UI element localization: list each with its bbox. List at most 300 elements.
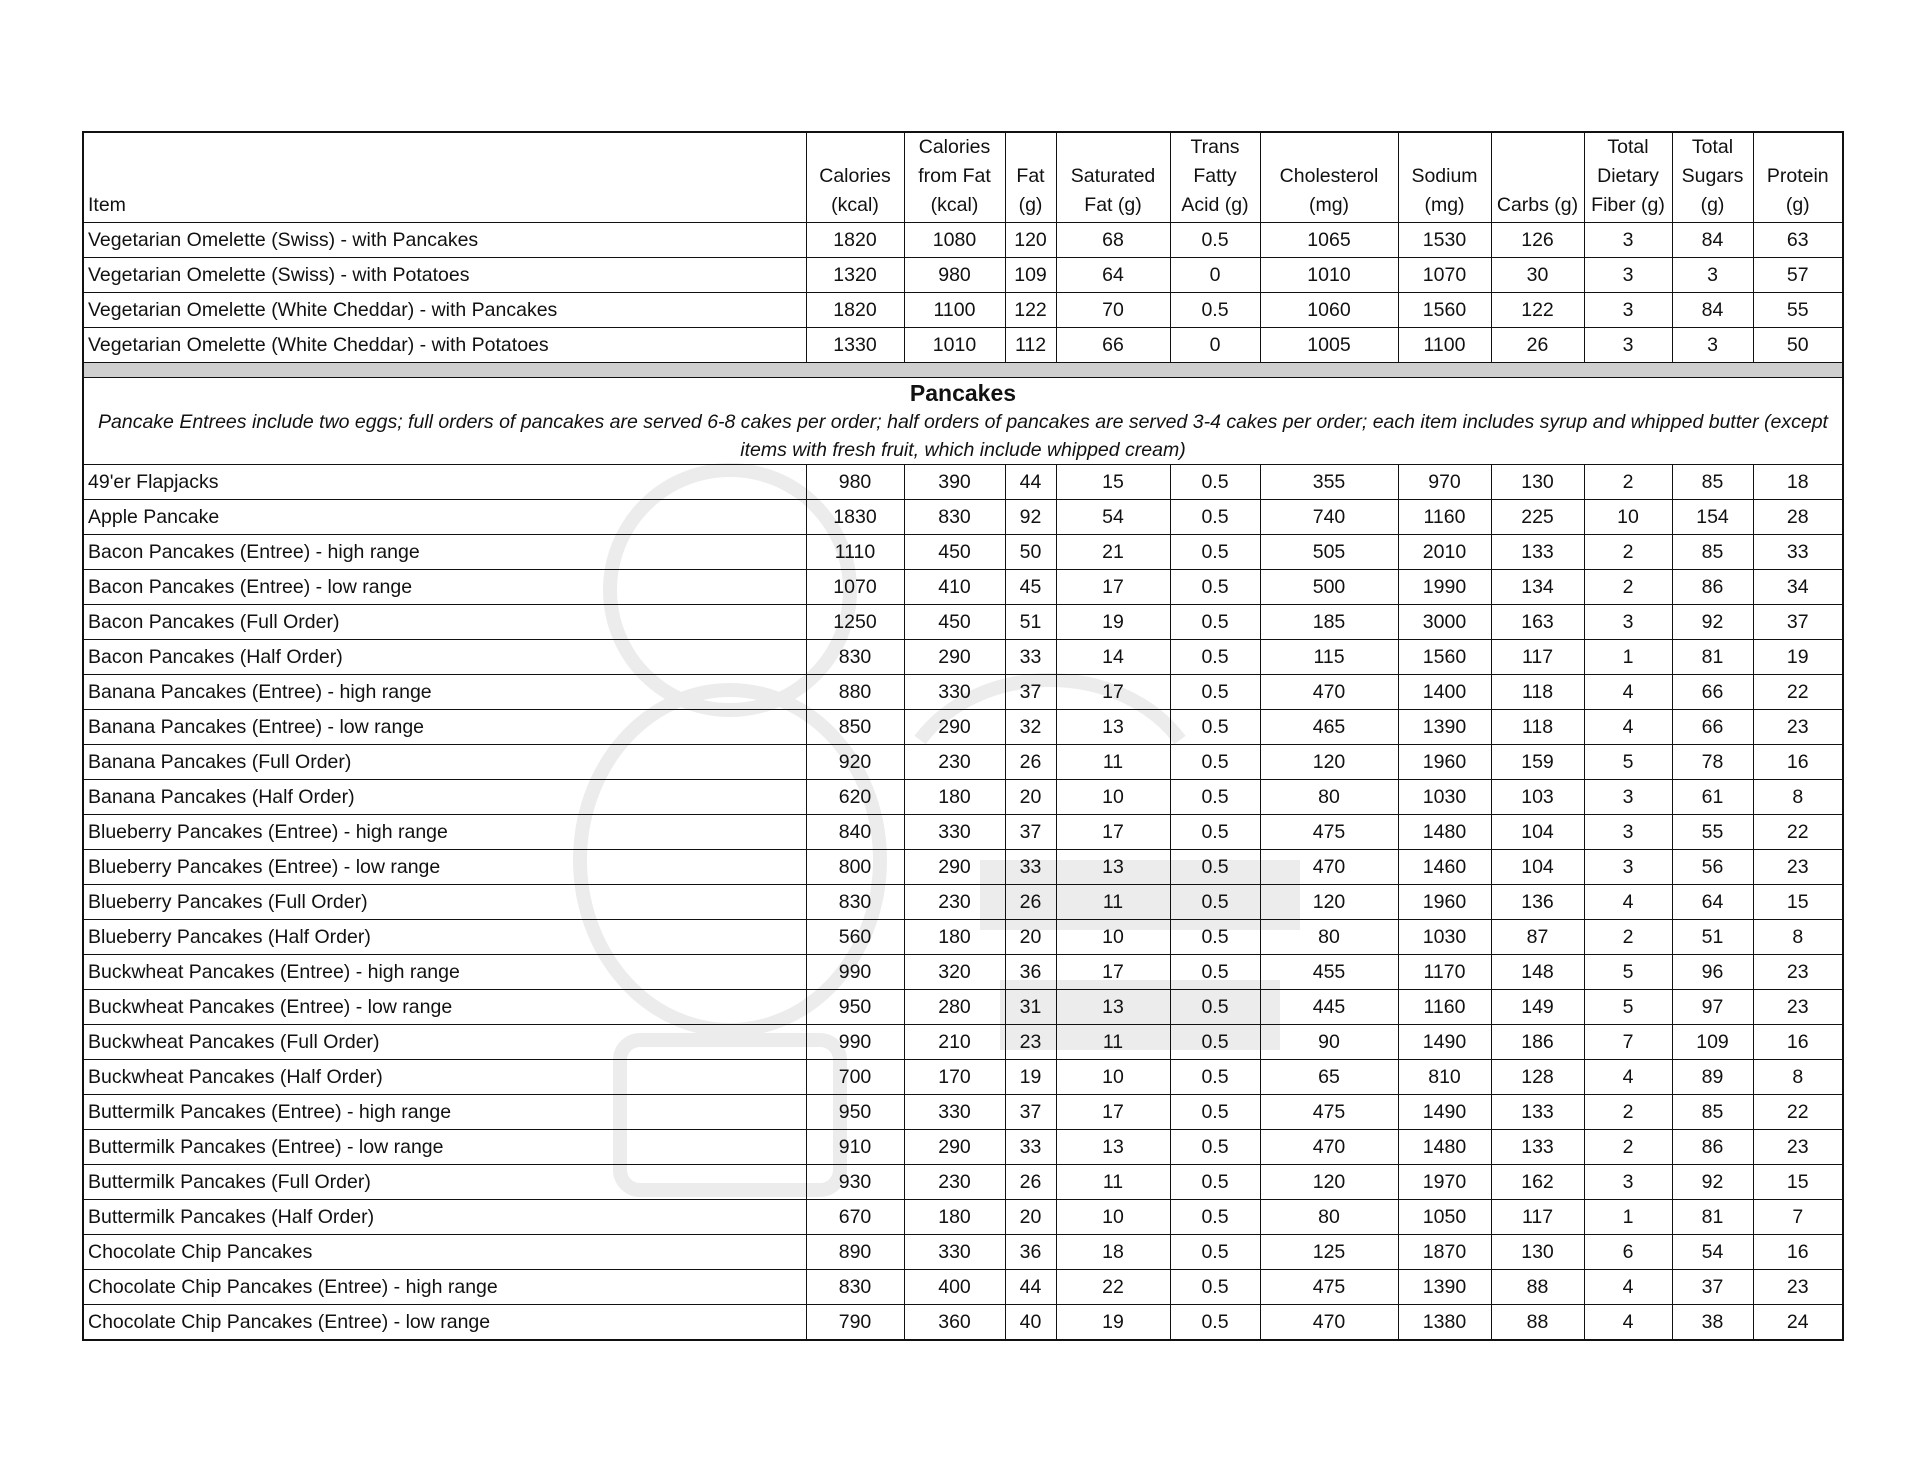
value-cell: 0 — [1170, 328, 1260, 363]
column-header-line: Carbs (g) — [1496, 194, 1579, 216]
value-cell: 700 — [806, 1060, 904, 1095]
item-name-cell: Bacon Pancakes (Full Order) — [83, 605, 806, 640]
table-row — [83, 1235, 1843, 1270]
value-cell: 790 — [806, 1305, 904, 1341]
column-header-line: Sugars — [1681, 165, 1744, 187]
value-cell: 4 — [1584, 1060, 1672, 1095]
value-cell: 1830 — [806, 500, 904, 535]
value-cell: 1990 — [1398, 570, 1491, 605]
value-cell: 120 — [1260, 885, 1398, 920]
table-row — [83, 1025, 1843, 1060]
value-cell: 162 — [1491, 1165, 1584, 1200]
value-cell: 37 — [1672, 1270, 1753, 1305]
pancakes-section-header — [83, 378, 1843, 465]
value-cell: 20 — [1005, 780, 1056, 815]
value-cell: 970 — [1398, 465, 1491, 500]
value-cell: 133 — [1491, 1095, 1584, 1130]
value-cell: 180 — [904, 920, 1005, 955]
value-cell: 66 — [1056, 328, 1170, 363]
value-cell: 14 — [1056, 640, 1170, 675]
column-header-line: (g) — [1018, 194, 1043, 216]
value-cell: 1065 — [1260, 223, 1398, 258]
table-row — [83, 293, 1843, 328]
value-cell: 1110 — [806, 535, 904, 570]
value-cell: 2 — [1584, 920, 1672, 955]
value-cell: 33 — [1005, 1130, 1056, 1165]
column-header-line: Trans — [1190, 136, 1240, 158]
section-title: Pancakes — [909, 380, 1017, 406]
value-cell: 56 — [1672, 850, 1753, 885]
value-cell: 33 — [1005, 850, 1056, 885]
value-cell: 830 — [904, 500, 1005, 535]
value-cell: 1490 — [1398, 1025, 1491, 1060]
value-cell: 890 — [806, 1235, 904, 1270]
column-header-line: Fiber (g) — [1591, 194, 1665, 216]
value-cell: 186 — [1491, 1025, 1584, 1060]
value-cell: 64 — [1672, 885, 1753, 920]
value-cell: 3 — [1584, 850, 1672, 885]
item-name-cell: Buckwheat Pancakes (Half Order) — [83, 1060, 806, 1095]
value-cell: 10 — [1056, 920, 1170, 955]
value-cell: 2 — [1584, 465, 1672, 500]
value-cell: 0.5 — [1170, 640, 1260, 675]
value-cell: 990 — [806, 955, 904, 990]
column-header-line: (g) — [1700, 194, 1725, 216]
item-name-cell: Banana Pancakes (Entree) - high range — [83, 675, 806, 710]
table-row — [83, 1270, 1843, 1305]
value-cell: 16 — [1753, 1235, 1843, 1270]
value-cell: 1530 — [1398, 223, 1491, 258]
value-cell: 23 — [1005, 1025, 1056, 1060]
value-cell: 85 — [1672, 465, 1753, 500]
value-cell: 330 — [904, 1235, 1005, 1270]
value-cell: 2010 — [1398, 535, 1491, 570]
value-cell: 830 — [806, 640, 904, 675]
value-cell: 0.5 — [1170, 990, 1260, 1025]
value-cell: 33 — [1005, 640, 1056, 675]
column-header — [1056, 132, 1170, 223]
value-cell: 92 — [1005, 500, 1056, 535]
value-cell: 1030 — [1398, 920, 1491, 955]
value-cell: 1960 — [1398, 745, 1491, 780]
value-cell: 64 — [1056, 258, 1170, 293]
column-header-line: (kcal) — [930, 194, 979, 216]
value-cell: 4 — [1584, 1270, 1672, 1305]
table-row — [83, 640, 1843, 675]
value-cell: 89 — [1672, 1060, 1753, 1095]
value-cell: 1820 — [806, 293, 904, 328]
value-cell: 50 — [1753, 328, 1843, 363]
value-cell: 8 — [1753, 780, 1843, 815]
value-cell: 1490 — [1398, 1095, 1491, 1130]
value-cell: 80 — [1260, 920, 1398, 955]
value-cell: 1100 — [904, 293, 1005, 328]
value-cell: 1250 — [806, 605, 904, 640]
value-cell: 86 — [1672, 570, 1753, 605]
value-cell: 122 — [1491, 293, 1584, 328]
column-header-line: Item — [88, 194, 126, 216]
value-cell: 37 — [1005, 675, 1056, 710]
value-cell: 0.5 — [1170, 780, 1260, 815]
value-cell: 3 — [1584, 780, 1672, 815]
table-row — [83, 675, 1843, 710]
value-cell: 78 — [1672, 745, 1753, 780]
value-cell: 130 — [1491, 1235, 1584, 1270]
value-cell: 36 — [1005, 1235, 1056, 1270]
column-header-line: Calories — [819, 165, 891, 187]
column-header-line: Saturated — [1070, 165, 1156, 187]
table-row — [83, 1165, 1843, 1200]
value-cell: 117 — [1491, 640, 1584, 675]
value-cell: 10 — [1056, 780, 1170, 815]
value-cell: 1560 — [1398, 293, 1491, 328]
value-cell: 0.5 — [1170, 570, 1260, 605]
column-header-line: Acid (g) — [1181, 194, 1249, 216]
value-cell: 68 — [1056, 223, 1170, 258]
value-cell: 4 — [1584, 710, 1672, 745]
value-cell: 40 — [1005, 1305, 1056, 1341]
value-cell: 5 — [1584, 745, 1672, 780]
column-header-line: (mg) — [1308, 194, 1350, 216]
value-cell: 0 — [1170, 258, 1260, 293]
column-header-line: Cholesterol — [1279, 165, 1379, 187]
value-cell: 7 — [1584, 1025, 1672, 1060]
value-cell: 0.5 — [1170, 1060, 1260, 1095]
table-row — [83, 1200, 1843, 1235]
value-cell: 740 — [1260, 500, 1398, 535]
value-cell: 470 — [1260, 850, 1398, 885]
column-header-line: (kcal) — [831, 194, 879, 216]
value-cell: 1050 — [1398, 1200, 1491, 1235]
value-cell: 810 — [1398, 1060, 1491, 1095]
value-cell: 950 — [806, 1095, 904, 1130]
value-cell: 800 — [806, 850, 904, 885]
value-cell: 84 — [1672, 293, 1753, 328]
value-cell: 0.5 — [1170, 605, 1260, 640]
value-cell: 63 — [1753, 223, 1843, 258]
value-cell: 330 — [904, 675, 1005, 710]
value-cell: 23 — [1753, 1130, 1843, 1165]
column-header-line: Fat (g) — [1084, 194, 1142, 216]
value-cell: 1 — [1584, 640, 1672, 675]
value-cell: 3 — [1584, 815, 1672, 850]
value-cell: 87 — [1491, 920, 1584, 955]
value-cell: 1400 — [1398, 675, 1491, 710]
value-cell: 17 — [1056, 675, 1170, 710]
value-cell: 15 — [1056, 465, 1170, 500]
value-cell: 470 — [1260, 1130, 1398, 1165]
value-cell: 0.5 — [1170, 1305, 1260, 1341]
value-cell: 120 — [1260, 1165, 1398, 1200]
value-cell: 8 — [1753, 920, 1843, 955]
value-cell: 1 — [1584, 1200, 1672, 1235]
value-cell: 16 — [1753, 745, 1843, 780]
value-cell: 128 — [1491, 1060, 1584, 1095]
value-cell: 185 — [1260, 605, 1398, 640]
column-header — [1398, 132, 1491, 223]
value-cell: 930 — [806, 1165, 904, 1200]
table-row — [83, 955, 1843, 990]
value-cell: 400 — [904, 1270, 1005, 1305]
value-cell: 17 — [1056, 955, 1170, 990]
value-cell: 0.5 — [1170, 850, 1260, 885]
value-cell: 19 — [1056, 605, 1170, 640]
value-cell: 134 — [1491, 570, 1584, 605]
value-cell: 136 — [1491, 885, 1584, 920]
value-cell: 13 — [1056, 1130, 1170, 1165]
value-cell: 36 — [1005, 955, 1056, 990]
section-separator — [83, 363, 1843, 378]
pancake-rows — [83, 465, 1843, 1341]
value-cell: 37 — [1005, 1095, 1056, 1130]
value-cell: 55 — [1753, 293, 1843, 328]
item-name-cell: Bacon Pancakes (Entree) - high range — [83, 535, 806, 570]
value-cell: 0.5 — [1170, 815, 1260, 850]
value-cell: 115 — [1260, 640, 1398, 675]
value-cell: 17 — [1056, 815, 1170, 850]
column-header — [1753, 132, 1843, 223]
value-cell: 65 — [1260, 1060, 1398, 1095]
value-cell: 50 — [1005, 535, 1056, 570]
value-cell: 230 — [904, 885, 1005, 920]
table-row — [83, 1060, 1843, 1095]
value-cell: 163 — [1491, 605, 1584, 640]
value-cell: 104 — [1491, 815, 1584, 850]
value-cell: 1560 — [1398, 640, 1491, 675]
value-cell: 475 — [1260, 1095, 1398, 1130]
value-cell: 980 — [904, 258, 1005, 293]
column-header — [806, 132, 904, 223]
table-row — [83, 1130, 1843, 1165]
value-cell: 19 — [1056, 1305, 1170, 1341]
value-cell: 4 — [1584, 1305, 1672, 1341]
value-cell: 840 — [806, 815, 904, 850]
value-cell: 1170 — [1398, 955, 1491, 990]
item-name-cell: Chocolate Chip Pancakes — [83, 1235, 806, 1270]
value-cell: 112 — [1005, 328, 1056, 363]
column-header-item — [83, 132, 806, 223]
value-cell: 1820 — [806, 223, 904, 258]
item-name-cell: Blueberry Pancakes (Entree) - low range — [83, 850, 806, 885]
value-cell: 670 — [806, 1200, 904, 1235]
column-header-line: (g) — [1785, 194, 1810, 216]
column-header-line: Sodium — [1411, 165, 1478, 187]
table-row — [83, 710, 1843, 745]
value-cell: 0.5 — [1170, 745, 1260, 780]
table-row — [83, 328, 1843, 363]
value-cell: 6 — [1584, 1235, 1672, 1270]
value-cell: 37 — [1753, 605, 1843, 640]
value-cell: 126 — [1491, 223, 1584, 258]
value-cell: 86 — [1672, 1130, 1753, 1165]
value-cell: 950 — [806, 990, 904, 1025]
value-cell: 22 — [1753, 815, 1843, 850]
column-header-line: Total — [1691, 136, 1734, 158]
value-cell: 11 — [1056, 1025, 1170, 1060]
item-name-cell: Apple Pancake — [83, 500, 806, 535]
value-cell: 1060 — [1260, 293, 1398, 328]
value-cell: 830 — [806, 885, 904, 920]
table-row — [83, 990, 1843, 1025]
value-cell: 230 — [904, 1165, 1005, 1200]
value-cell: 16 — [1753, 1025, 1843, 1060]
item-name-cell: Chocolate Chip Pancakes (Entree) - high range — [83, 1270, 806, 1305]
value-cell: 120 — [1260, 745, 1398, 780]
value-cell: 88 — [1491, 1305, 1584, 1341]
value-cell: 23 — [1753, 850, 1843, 885]
header-row — [83, 132, 1843, 223]
item-name-cell: Buttermilk Pancakes (Full Order) — [83, 1165, 806, 1200]
value-cell: 445 — [1260, 990, 1398, 1025]
value-cell: 3000 — [1398, 605, 1491, 640]
table-row — [83, 1095, 1843, 1130]
column-header-line: Fatty — [1193, 165, 1237, 187]
table-row — [83, 535, 1843, 570]
value-cell: 355 — [1260, 465, 1398, 500]
value-cell: 1100 — [1398, 328, 1491, 363]
value-cell: 1070 — [1398, 258, 1491, 293]
value-cell: 22 — [1056, 1270, 1170, 1305]
value-cell: 290 — [904, 850, 1005, 885]
value-cell: 26 — [1491, 328, 1584, 363]
value-cell: 1390 — [1398, 710, 1491, 745]
item-name-cell: Bacon Pancakes (Half Order) — [83, 640, 806, 675]
column-header — [1584, 132, 1672, 223]
value-cell: 1005 — [1260, 328, 1398, 363]
value-cell: 30 — [1491, 258, 1584, 293]
value-cell: 81 — [1672, 640, 1753, 675]
value-cell: 850 — [806, 710, 904, 745]
item-name-cell: Blueberry Pancakes (Entree) - high range — [83, 815, 806, 850]
value-cell: 290 — [904, 640, 1005, 675]
table-row — [83, 850, 1843, 885]
column-header-line: Protein — [1766, 165, 1829, 187]
value-cell: 1330 — [806, 328, 904, 363]
value-cell: 26 — [1005, 745, 1056, 780]
value-cell: 2 — [1584, 1130, 1672, 1165]
value-cell: 1160 — [1398, 990, 1491, 1025]
value-cell: 320 — [904, 955, 1005, 990]
value-cell: 1970 — [1398, 1165, 1491, 1200]
value-cell: 23 — [1753, 1270, 1843, 1305]
value-cell: 0.5 — [1170, 1165, 1260, 1200]
value-cell: 475 — [1260, 815, 1398, 850]
value-cell: 330 — [904, 815, 1005, 850]
value-cell: 109 — [1672, 1025, 1753, 1060]
item-name-cell: Banana Pancakes (Half Order) — [83, 780, 806, 815]
value-cell: 1480 — [1398, 815, 1491, 850]
value-cell: 11 — [1056, 745, 1170, 780]
value-cell: 5 — [1584, 955, 1672, 990]
value-cell: 11 — [1056, 885, 1170, 920]
value-cell: 290 — [904, 1130, 1005, 1165]
table-row — [83, 815, 1843, 850]
value-cell: 149 — [1491, 990, 1584, 1025]
value-cell: 57 — [1753, 258, 1843, 293]
column-header-line: from Fat — [918, 165, 991, 187]
value-cell: 15 — [1753, 1165, 1843, 1200]
table-row — [83, 465, 1843, 500]
value-cell: 17 — [1056, 1095, 1170, 1130]
value-cell: 4 — [1584, 675, 1672, 710]
value-cell: 2 — [1584, 1095, 1672, 1130]
value-cell: 23 — [1753, 990, 1843, 1025]
value-cell: 44 — [1005, 1270, 1056, 1305]
value-cell: 1390 — [1398, 1270, 1491, 1305]
value-cell: 88 — [1491, 1270, 1584, 1305]
item-name-cell: 49'er Flapjacks — [83, 465, 806, 500]
value-cell: 1480 — [1398, 1130, 1491, 1165]
value-cell: 210 — [904, 1025, 1005, 1060]
value-cell: 180 — [904, 1200, 1005, 1235]
value-cell: 1870 — [1398, 1235, 1491, 1270]
value-cell: 81 — [1672, 1200, 1753, 1235]
item-name-cell: Buttermilk Pancakes (Entree) - high range — [83, 1095, 806, 1130]
column-header — [1491, 132, 1584, 223]
value-cell: 170 — [904, 1060, 1005, 1095]
value-cell: 32 — [1005, 710, 1056, 745]
column-header-line: (mg) — [1424, 194, 1465, 216]
value-cell: 0.5 — [1170, 535, 1260, 570]
value-cell: 2 — [1584, 535, 1672, 570]
value-cell: 470 — [1260, 675, 1398, 710]
value-cell: 5 — [1584, 990, 1672, 1025]
value-cell: 0.5 — [1170, 1095, 1260, 1130]
value-cell: 13 — [1056, 850, 1170, 885]
value-cell: 97 — [1672, 990, 1753, 1025]
value-cell: 450 — [904, 535, 1005, 570]
value-cell: 280 — [904, 990, 1005, 1025]
value-cell: 360 — [904, 1305, 1005, 1341]
value-cell: 290 — [904, 710, 1005, 745]
item-name-cell: Vegetarian Omelette (Swiss) - with Potatoes — [83, 258, 806, 293]
value-cell: 92 — [1672, 1165, 1753, 1200]
value-cell: 122 — [1005, 293, 1056, 328]
value-cell: 330 — [904, 1095, 1005, 1130]
value-cell: 10 — [1056, 1200, 1170, 1235]
value-cell: 0.5 — [1170, 1235, 1260, 1270]
table-row — [83, 223, 1843, 258]
value-cell: 118 — [1491, 710, 1584, 745]
value-cell: 450 — [904, 605, 1005, 640]
table-row — [83, 570, 1843, 605]
column-header-line: Dietary — [1597, 165, 1659, 187]
value-cell: 92 — [1672, 605, 1753, 640]
value-cell: 1380 — [1398, 1305, 1491, 1341]
item-name-cell: Banana Pancakes (Entree) - low range — [83, 710, 806, 745]
value-cell: 1080 — [904, 223, 1005, 258]
value-cell: 990 — [806, 1025, 904, 1060]
value-cell: 133 — [1491, 535, 1584, 570]
value-cell: 31 — [1005, 990, 1056, 1025]
value-cell: 37 — [1005, 815, 1056, 850]
value-cell: 455 — [1260, 955, 1398, 990]
value-cell: 0.5 — [1170, 465, 1260, 500]
value-cell: 104 — [1491, 850, 1584, 885]
item-name-cell: Buckwheat Pancakes (Entree) - high range — [83, 955, 806, 990]
value-cell: 54 — [1056, 500, 1170, 535]
table-row — [83, 605, 1843, 640]
value-cell: 880 — [806, 675, 904, 710]
value-cell: 0.5 — [1170, 885, 1260, 920]
value-cell: 620 — [806, 780, 904, 815]
value-cell: 26 — [1005, 885, 1056, 920]
value-cell: 19 — [1753, 640, 1843, 675]
value-cell: 23 — [1753, 710, 1843, 745]
value-cell: 980 — [806, 465, 904, 500]
value-cell: 1010 — [1260, 258, 1398, 293]
value-cell: 11 — [1056, 1165, 1170, 1200]
